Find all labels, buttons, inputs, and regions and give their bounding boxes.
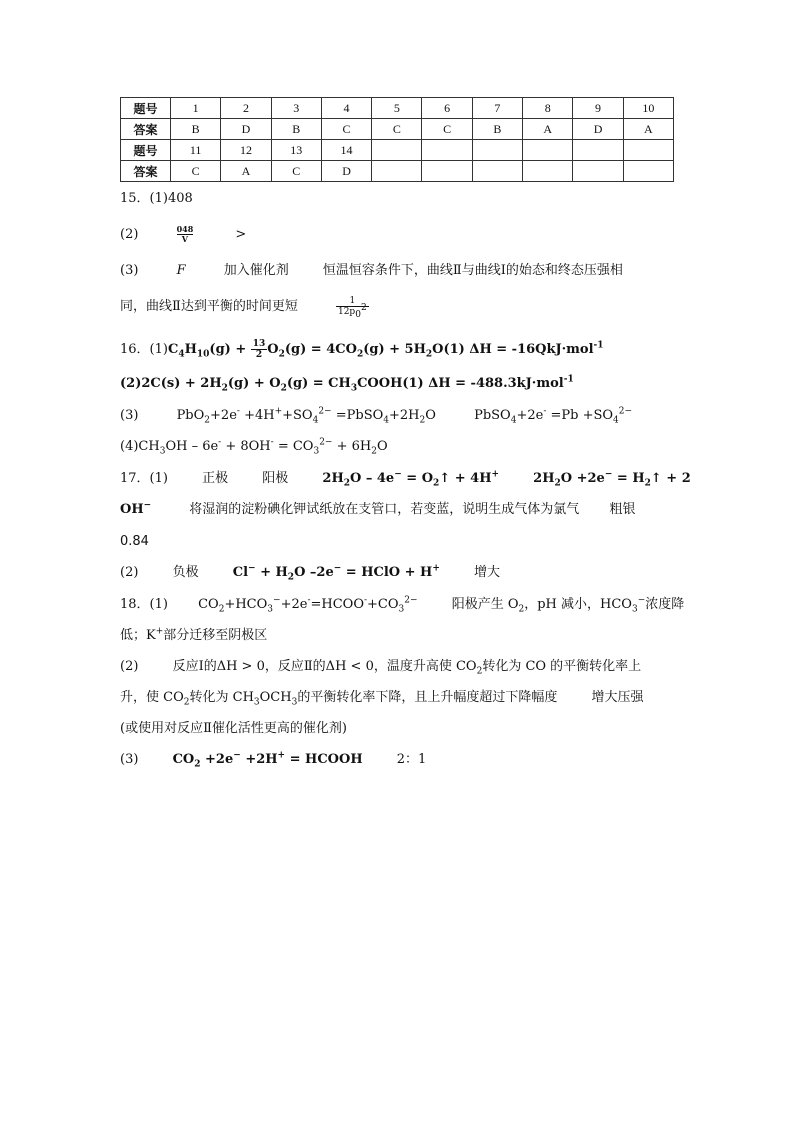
q15-line2 (120, 225, 246, 245)
table-cell: A (623, 119, 673, 140)
q18-line6: (3) $CO_2 +2e^- +2H^+$ = HCOOH 2：1 (120, 750, 427, 770)
q15-part2-label: (2) (120, 227, 139, 242)
q16-line3: (3) $PbO_2+2e^- +4H^++SO_4^{2-}$ $=PbSO_4+2H_2O$ PbSO$_4$+2e- $=Pb +SO_4^{2-}$ (120, 406, 633, 426)
table-cell: C (372, 119, 422, 140)
table-cell: 13 (271, 140, 321, 161)
answer-table (120, 97, 674, 182)
table-cell: C (321, 119, 371, 140)
q16-fraction: $\frac{13}{2}$ (252, 339, 266, 360)
table-cell: A (221, 161, 271, 182)
table-cell (623, 140, 673, 161)
table-cell: 12 (221, 140, 271, 161)
table-row (121, 140, 674, 161)
q15-line3: (3) F 加入催化剂 恒温恒容条件下，曲线Ⅱ与曲线Ⅰ的始态和终态压强相 (120, 263, 623, 278)
table-cell: 5 (372, 98, 422, 119)
table-cell: 11 (171, 140, 221, 161)
q15-part1: 15．(1)408 (120, 191, 193, 206)
q18-line2: 低；K+部分迁移至阴极区 (120, 626, 268, 643)
table-cell (523, 161, 573, 182)
q15-part3-answer: F (176, 263, 186, 278)
q17-line1: 17．(1) 正极 阳极 $2H_2O - 4e^-$ = $O_2↑ + 4H^+$ $2H_2O +2e^-$ = $H_2↑ + 2$ (120, 469, 691, 489)
table-cell (422, 140, 472, 161)
q15-part2-comparison: > (235, 227, 247, 242)
table-cell: B (171, 119, 221, 140)
table-cell (573, 140, 623, 161)
table-cell: D (573, 119, 623, 140)
table-cell: C (271, 161, 321, 182)
table-cell: A (523, 119, 573, 140)
table-cell (372, 161, 422, 182)
q16-line4: $(4)CH_3OH - 6e^- + 8OH^- = CO_3^{2-} + 6H_2O$ (120, 437, 388, 457)
table-cell: 9 (573, 98, 623, 119)
table-cell: B (271, 119, 321, 140)
table-cell: 14 (321, 140, 371, 161)
table-cell: D (221, 119, 271, 140)
table-cell: 3 (271, 98, 321, 119)
table-cell: 4 (321, 98, 371, 119)
q15-part2-fraction: $\frac{048}{V}$ (176, 224, 194, 244)
table-cell (372, 140, 422, 161)
table-cell (472, 140, 522, 161)
q15-line1 (120, 189, 193, 209)
q16-line2: $(2)2C(s) + 2H_2(g) + O_2(g)$ = $CH_3COOH(1) \Delta H = -488.3kJ\cdot mol^{-1}$ (120, 374, 574, 394)
table-cell (422, 161, 472, 182)
table-row (121, 119, 674, 140)
row-header: 题号 (121, 140, 171, 161)
q18-line1: 18．(1) $CO_2+HCO_3^-+2e^-=HCOO^-+CO_3^{2-}$ 阳极产生 $O_2$，pH 减小，$HCO_3^-$浓度降 (120, 595, 685, 615)
q16-line1: 16．$(1)C_4H_{10}(g)$ + $\frac{13}{2}$ $O_2(g) = 4CO_2(g) + 5H_2O(1) \Delta H = -16QkJ\cdot mol^{-1}$ (120, 339, 604, 360)
table-cell: 8 (523, 98, 573, 119)
table-cell (623, 161, 673, 182)
table-cell: 1 (171, 98, 221, 119)
table-cell (573, 161, 623, 182)
table-cell: C (171, 161, 221, 182)
table-cell: 10 (623, 98, 673, 119)
table-cell: B (472, 119, 522, 140)
table-cell: 2 (221, 98, 271, 119)
table-cell: D (321, 161, 371, 182)
q17-line2: OH− 将湿润的淀粉碘化钾试纸放在支管口，若变蓝，说明生成气体为氯气 粗银 (120, 500, 636, 517)
q15-part3-fraction: $\frac{1}{12p_0^2}$ (337, 296, 367, 320)
table-cell (472, 161, 522, 182)
table-cell: 7 (472, 98, 522, 119)
row-header: 答案 (121, 161, 171, 182)
table-row (121, 161, 674, 182)
table-cell: C (422, 119, 472, 140)
table-cell (523, 140, 573, 161)
table-row (121, 98, 674, 119)
q15-line4: 同，曲线Ⅱ达到平衡的时间更短 $\frac{1}{12p_0^2}$ (120, 296, 367, 320)
table-cell: 6 (422, 98, 472, 119)
row-header: 题号 (121, 98, 171, 119)
q18-line4: 升，使 $CO_2$转化为 $CH_3OCH_3$的平衡转化率下降，且上升幅度超过下降幅度 增大压强 (120, 690, 644, 708)
row-header: 答案 (121, 119, 171, 140)
q17-line3: 0.84 (120, 534, 149, 549)
q18-line3: (2) 反应Ⅰ的ΔH > 0，反应Ⅱ的ΔH < 0，温度升高使 $CO_2$转化为 CO 的平衡转化率上 (120, 659, 642, 677)
q17-line4: (2) 负极 $Cl^- + H_2O$ –2e− = HClO + H+ 增大 (120, 563, 501, 583)
q18-line5: (或使用对反应Ⅱ催化活性更高的催化剂) (120, 721, 347, 736)
